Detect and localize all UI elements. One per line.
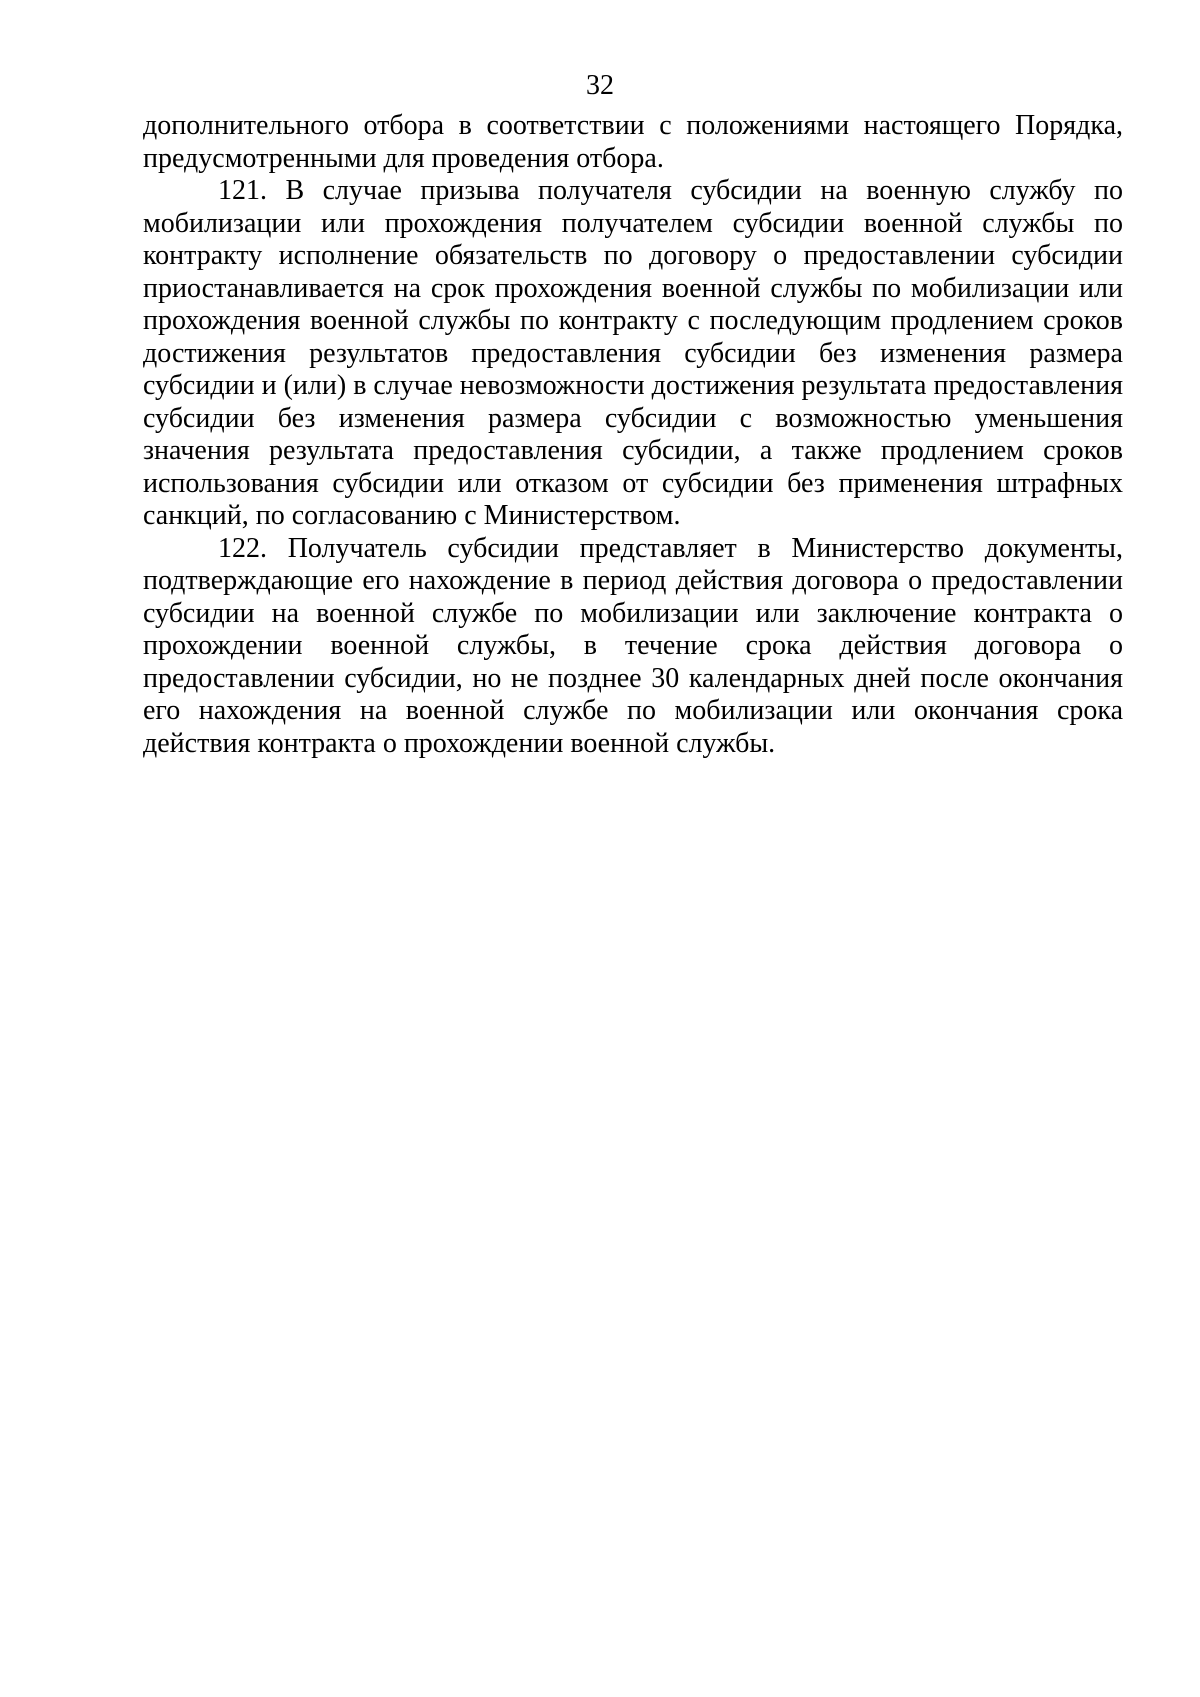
paragraph-122: 122. Получатель субсидии представляет в Министерство документы, подтверждающие его нахождение в период действия договора о предоставлении субсидии на военной службе по мобилизации или заключение контракта о прохождении военной службы, в течение срока действия договора о предоставлении субсидии, но не позднее 30 календарных дней после окончания его нахождения на военной службе по мобилизации или окончания срока действия контракта о прохождении военной службы. [143,532,1123,759]
document-body [143,110,1123,760]
page-number: 32 [586,70,614,101]
paragraph-continuation: дополнительного отбора в соответствии с положениями настоящего Порядка, предусмотренными для проведения отбора. [143,110,1123,174]
paragraph-121: 121. В случае призыва получателя субсидии на военную службу по мобилизации или прохождения получателем субсидии военной службы по контракту исполнение обязательств по договору о предоставлении субсидии приостанавливается на срок прохождения военной службы по мобилизации или прохождения военной службы по контракту с последующим продлением сроков достижения результатов предоставления субсидии без изменения размера субсидии и (или) в случае невозможности достижения результата предоставления субсидии без изменения размера субсидии с возможностью уменьшения значения результата предоставления субсидии, а также продлением сроков использования субсидии или отказом от субсидии без применения штрафных санкций, по согласованию с Министерством. [143,175,1123,531]
